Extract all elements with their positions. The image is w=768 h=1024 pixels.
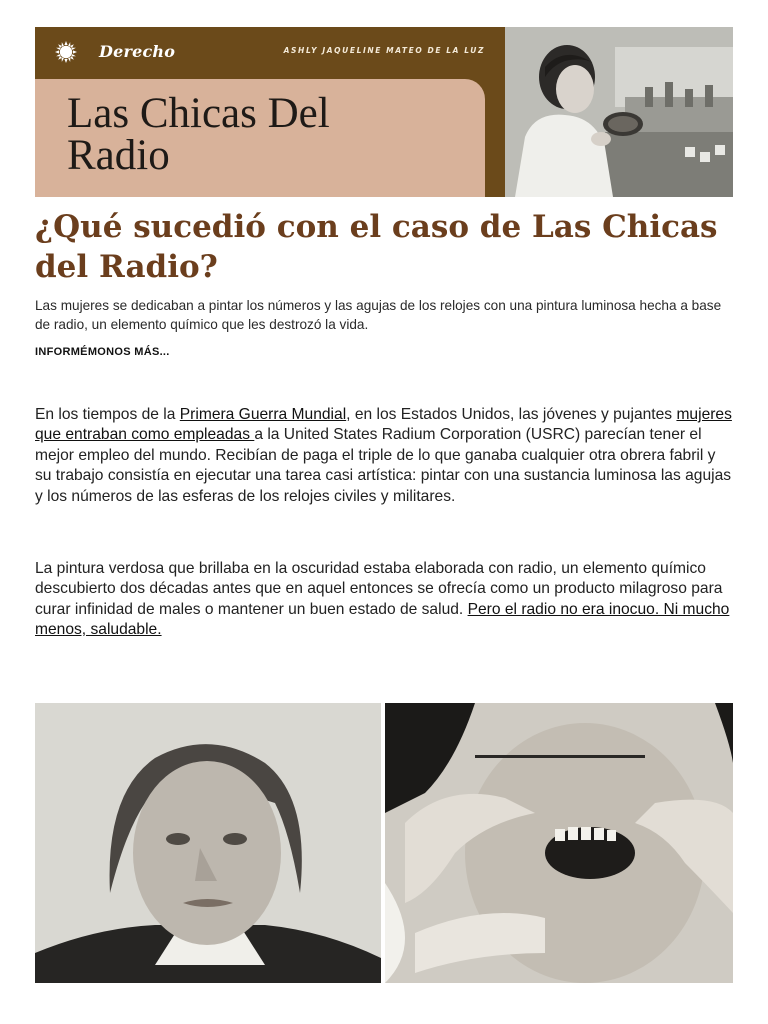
title-panel [35, 79, 485, 197]
page-title [67, 90, 477, 179]
worker-photo-illustration [505, 27, 733, 197]
portrait-illustration [35, 703, 381, 983]
header-photo [505, 27, 733, 197]
section-label: Derecho [99, 42, 176, 61]
paragraph-1-text-a: En los tiempos de la [35, 406, 180, 423]
title-line-2: Radio [67, 132, 170, 179]
title-line-1: Las Chicas Del [67, 90, 330, 137]
header-band [35, 27, 505, 197]
sun-icon [55, 41, 77, 63]
article-lead: Las mujeres se dedicaban a pintar los números y las agujas de los relojes con una pintura luminosa hecha a base de radio, un elemento químico que les destrozó la vida. [35, 298, 722, 332]
paragraph-2-text-a: La pintura verdosa que brillaba en la oscuridad estaba elaborada con radio, un elemento químico descubierto dos décadas antes que en aquel entonces se ofrecía como un producto milagroso para curar infinidad de males o mantener un buen estado de salud. [35, 560, 723, 618]
author-name: ASHLY JAQUELINE MATEO DE LA LUZ [283, 46, 485, 55]
paragraph-1 [35, 405, 735, 507]
link-mujeres-empleadas[interactable]: mujeres que entraban como empleadas [35, 406, 732, 444]
portrait-photo [35, 703, 381, 983]
link-radio-no-inocuo[interactable]: Pero el radio no era inocuo. Ni mucho menos, saludable. [35, 600, 730, 639]
paragraph-1-text-c: a la United States Radium Corporation (USRC) parecían tener el mejor empleo del mundo. Recibían de paga el triple de lo que ganaba cualquier otra obrera fabril y su trabajo consistía en ejecutar una tarea casi artística: pintar con una sustancia luminosa las agujas y los números de las esferas de los relojes civiles y militares. [35, 426, 732, 505]
article-headline: ¿Qué sucedió con el caso de Las Chicas del Radio? [35, 209, 718, 285]
photo-row [35, 703, 733, 983]
link-primera-guerra-mundial[interactable]: Primera Guerra Mundial [179, 406, 347, 423]
medical-photo [385, 703, 733, 983]
paragraph-2 [35, 559, 735, 641]
medical-illustration [385, 703, 733, 983]
paragraph-1-text-b: , en los Estados Unidos, las jóvenes y pujantes [346, 406, 677, 423]
article-header [35, 27, 733, 197]
article-kicker: INFORMÉMONOS MÁS... [35, 346, 170, 358]
